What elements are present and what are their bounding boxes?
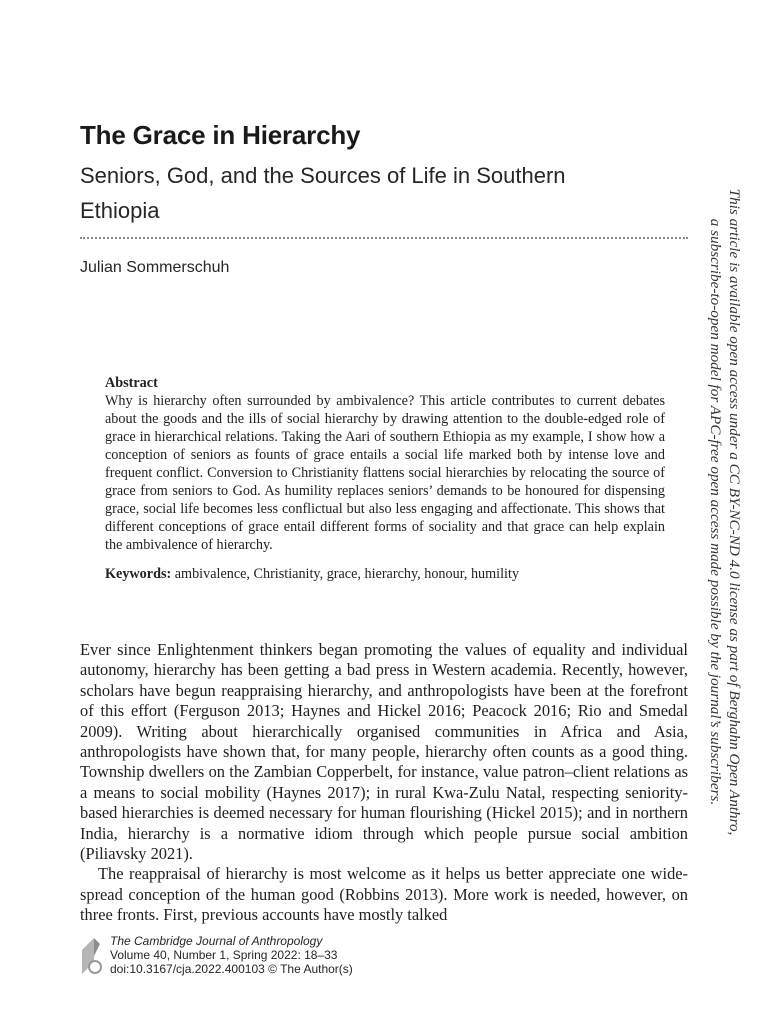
body-paragraph-1: Ever since Enlightenment thinkers began promoting the values of equality and individual autonomy, hierarchy has been getting a bad press in Western academia. Recently, however, scholars have begun reappraising hierarchy, and anthropologists have been at the forefront of this effort (Ferguson 2013; Haynes and Hickel 2016; Peacock 2016; Rio and Smedal 2009). Writing about hierarchically organised communities in Africa and Asia, anthropologists have shown that, for many people, hierarchy often counts as a good thing. Township dwellers on the Zambian Copperbelt, for instance, value patron–client relations as a means to social mobility (Haynes 2017); in rural Kwa-Zulu Natal, respecting seniority-based hierarchies is deemed necessary for human flourishing (Hickel 2015); and in northern India, hierarchy is a normative idiom through which people pursue social ambition (Piliavsky 2021). [80,640,688,864]
open-access-note-line-2: a subscribe-to-open model for APC-free open access made possible by the journal’s subscribers. [707,218,724,806]
dotted-divider [80,237,688,239]
berghahn-logo-icon [80,936,102,976]
article-title: The Grace in Hierarchy [80,120,361,150]
article-doi: doi:10.3167/cja.2022.400103 © The Author(s) [110,962,353,976]
journal-issue: Volume 40, Number 1, Spring 2022: 18–33 [110,948,338,962]
open-access-note-line-1: This article is available open access under a CC BY-NC-ND 4.0 license as part of Berghahn Open Anthro, [726,188,743,836]
abstract-heading: Abstract [105,375,158,391]
body-paragraph-2: The reappraisal of hierarchy is most welcome as it helps us better appreciate one wide-spread conception of the human good (Robbins 2013). More work is needed, however, on three fronts. First, previous accounts have mostly talked [80,864,688,925]
journal-name: The Cambridge Journal of Anthropology [110,934,323,948]
keywords-line [105,565,665,583]
abstract-text: Why is hierarchy often surrounded by ambivalence? This article contributes to current debates about the goods and the ills of social hierarchy by drawing attention to the double-edged role of grace in hierarchical relations. Taking the Aari of southern Ethiopia as my example, I show how a conception of seniors as founts of grace entails a social life marked both by intense love and frequent conflict. Conversion to Christianity flattens social hierarchies by relocating the source of grace from seniors to God. As humility replaces seniors’ demands to be honoured for dispensing grace, social life becomes less conflictual but also less engaging and affectionate. This shows that different conceptions of grace entail different forms of sociality and that grace can help explain the ambivalence of hierarchy. [105,393,665,553]
keywords-list: ambivalence, Christianity, grace, hierarchy, honour, humility [174,566,520,582]
keywords-label: Keywords: [105,566,172,582]
article-body [80,640,688,926]
author-name: Julian Sommerschuh [80,259,230,276]
article-subtitle: Seniors, God, and the Sources of Life in Southern Ethiopia [80,163,566,223]
open-access-note [707,172,744,852]
abstract-section [105,374,665,583]
